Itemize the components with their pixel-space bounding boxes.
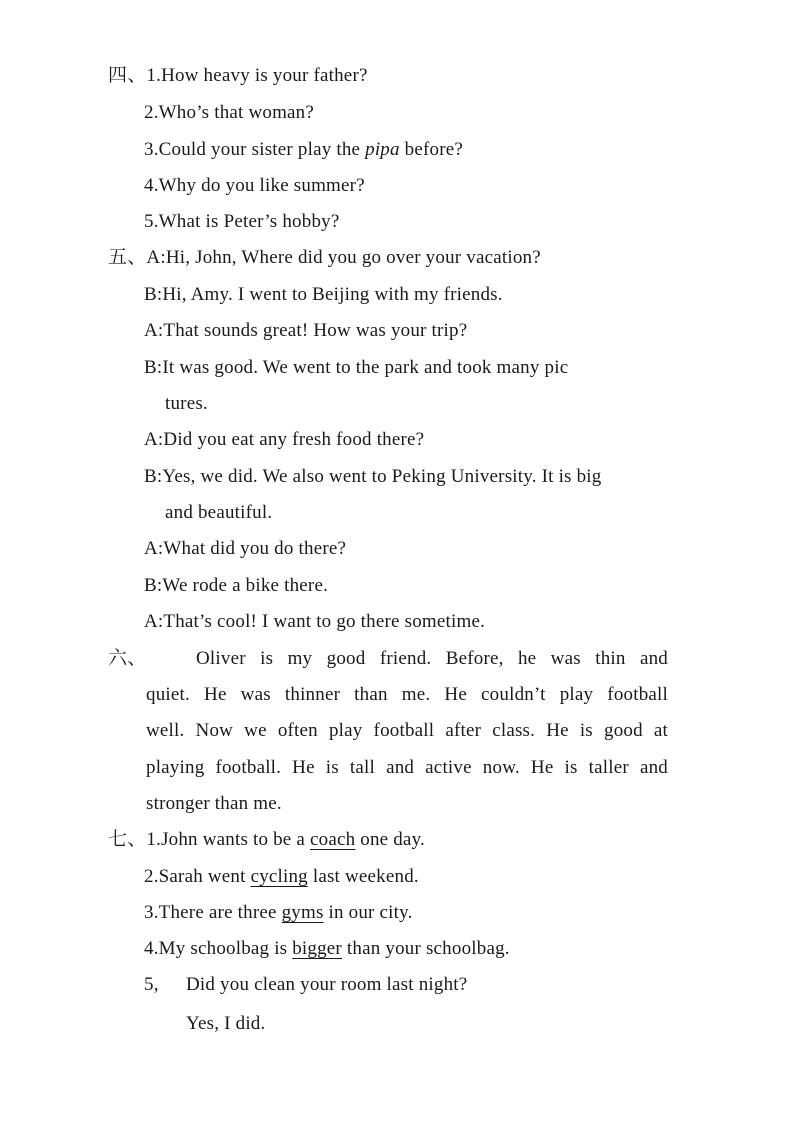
section7-item4	[144, 937, 510, 961]
dialogue-text: What did you do there?	[163, 538, 347, 559]
section6-paragraph-line1: Oliver is my good friend. Before, he was thin and	[196, 648, 668, 669]
section6-paragraph-line2: quiet. He was thinner than me. He couldn’t play football	[146, 684, 668, 705]
dialogue-text: Yes, we did. We also went to Peking University. It is big	[162, 466, 602, 487]
dialogue-text: Hi, John, Where did you go over your vacation?	[165, 247, 541, 268]
section4-item1	[108, 64, 368, 88]
item-text: Why do you like summer?	[158, 175, 365, 196]
item-number: 3.	[144, 902, 159, 923]
item-text-italic: pipa	[365, 139, 400, 160]
speaker: A:	[146, 247, 166, 268]
item-number: 1.	[146, 829, 162, 850]
dialogue-text: That’s cool! I want to go there sometime.	[163, 611, 486, 632]
dialogue-text: We rode a bike there.	[162, 575, 329, 596]
section7-item3	[144, 901, 413, 925]
item-text-pre: There are three	[158, 902, 282, 923]
section7-item5-question: Did you clean your room last night?	[186, 974, 468, 995]
item-text-pre: John wants to be a	[161, 829, 310, 850]
section4-item5	[144, 210, 339, 234]
item-number: 2.	[144, 102, 159, 123]
section5-line4	[144, 356, 568, 380]
section7-item5-number: 5,	[144, 974, 159, 995]
answer-word: bigger	[292, 938, 342, 959]
section5-line6	[144, 465, 601, 489]
item-text-post: last weekend.	[307, 866, 419, 887]
answer-word: coach	[309, 829, 356, 850]
answer-word: cycling	[250, 866, 308, 887]
speaker: A:	[144, 320, 164, 341]
section6-marker: 六、	[108, 648, 147, 669]
item-number: 1.	[146, 65, 162, 86]
item-text-pre: Could your sister play the	[158, 139, 366, 160]
item-number: 4.	[144, 175, 159, 196]
item-number: 5.	[144, 211, 159, 232]
section4-item3	[144, 138, 463, 162]
item-text: Who’s that woman?	[158, 102, 315, 123]
section5-line2	[144, 283, 503, 307]
section5-line4-continuation	[165, 392, 208, 416]
speaker: A:	[144, 429, 164, 450]
section5-line6-continuation	[165, 501, 272, 525]
section4-item2	[144, 101, 314, 125]
dialogue-text: It was good. We went to the park and took many pic	[162, 357, 569, 378]
item-text-pre: Sarah went	[158, 866, 251, 887]
section5-line1	[108, 246, 541, 270]
section7-item5-reply: Yes, I did.	[186, 1013, 266, 1034]
section5-line3	[144, 319, 467, 343]
dialogue-text-cont: and beautiful.	[165, 502, 273, 523]
speaker: B:	[144, 284, 163, 305]
item-text: What is Peter’s hobby?	[158, 211, 340, 232]
dialogue-text: Hi, Amy. I went to Beijing with my friends.	[162, 284, 503, 305]
item-text-pre: My schoolbag is	[158, 938, 293, 959]
dialogue-text: That sounds great! How was your trip?	[163, 320, 468, 341]
section4-marker: 四、	[108, 65, 147, 86]
item-text-post: before?	[399, 139, 464, 160]
section4-item4	[144, 174, 365, 198]
section5-line9	[144, 610, 485, 634]
section6-paragraph-line5: stronger than me.	[146, 793, 282, 814]
dialogue-text-cont: tures.	[165, 393, 208, 414]
section5-line8	[144, 574, 328, 598]
section6-paragraph-line4: playing football. He is tall and active now. He is taller and	[146, 757, 668, 778]
speaker: B:	[144, 466, 163, 487]
speaker: A:	[144, 538, 164, 559]
dialogue-text: Did you eat any fresh food there?	[163, 429, 425, 450]
item-text-post: one day.	[355, 829, 425, 850]
section7-item2	[144, 865, 419, 889]
answer-word: gyms	[281, 902, 324, 923]
section6-paragraph-line3: well. Now we often play football after class. He is good at	[146, 720, 668, 741]
section7-item1	[108, 828, 425, 852]
section5-line5	[144, 428, 424, 452]
section5-line7	[144, 537, 346, 561]
item-number: 2.	[144, 866, 159, 887]
item-number: 4.	[144, 938, 159, 959]
item-text-post: than your schoolbag.	[341, 938, 510, 959]
speaker: B:	[144, 575, 163, 596]
section7-marker: 七、	[108, 829, 147, 850]
item-text: How heavy is your father?	[161, 65, 368, 86]
speaker: A:	[144, 611, 164, 632]
item-text-post: in our city.	[323, 902, 413, 923]
section5-marker: 五、	[108, 247, 147, 268]
speaker: B:	[144, 357, 163, 378]
item-number: 3.	[144, 139, 159, 160]
